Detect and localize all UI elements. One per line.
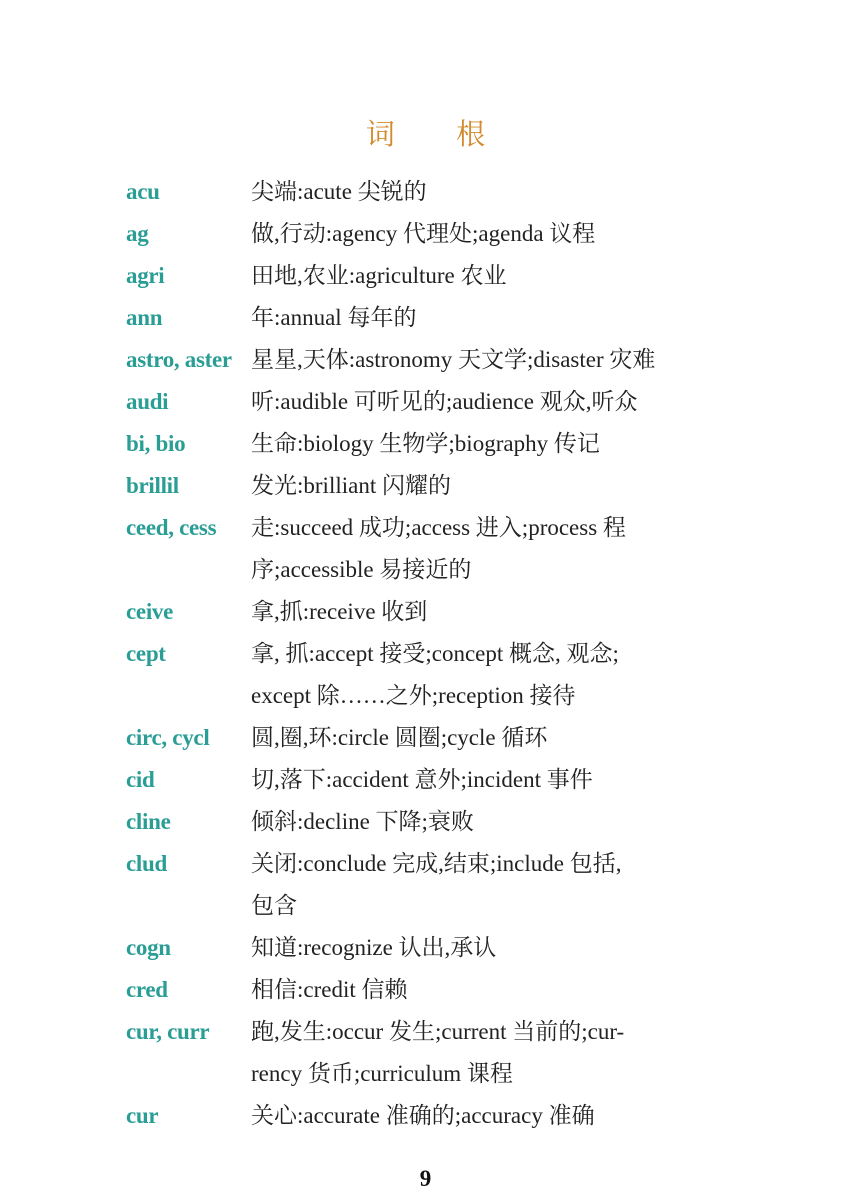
word-root: cur, curr [126,1019,210,1044]
meaning-line: rency 货币;curriculum 课程 [251,1061,513,1086]
root-meaning [251,927,746,969]
meaning-line: 切,落下:accident 意外;incident 事件 [251,767,593,792]
root-meaning [251,297,746,339]
list-item [126,843,746,927]
list-item [126,255,746,297]
list-item [126,423,746,465]
list-item [126,213,746,255]
list-item [126,969,746,1011]
meaning-line: 拿, 抓:accept 接受;concept 概念, 观念; [251,641,619,666]
word-root-list [126,171,746,1137]
page-number: 9 [419,1166,432,1191]
meaning-line: 生命:biology 生物学;biography 传记 [251,431,600,456]
meaning-line: 序;accessible 易接近的 [251,557,472,582]
root-meaning [251,843,746,927]
root-meaning [251,339,746,381]
word-root: cept [126,641,166,666]
root-meaning [251,255,746,297]
page-title: 词 根 [365,117,512,151]
root-meaning [251,759,746,801]
meaning-line: 拿,抓:receive 收到 [251,599,428,624]
list-item [126,927,746,969]
word-root: circ, cycl [126,725,210,750]
word-root: cred [126,977,168,1002]
root-meaning [251,507,746,591]
meaning-line: 包含 [251,893,297,918]
list-item [126,801,746,843]
meaning-line: 关闭:conclude 完成,结束;include 包括, [251,851,622,876]
list-item [126,507,746,591]
root-meaning [251,171,746,213]
meaning-line: 关心:accurate 准确的;accuracy 准确 [251,1103,595,1128]
list-item [126,381,746,423]
meaning-line: 倾斜:decline 下降;衰败 [251,809,474,834]
word-root: cogn [126,935,171,960]
meaning-line: 年:annual 每年的 [251,305,417,330]
list-item [126,1011,746,1095]
root-meaning [251,717,746,759]
root-meaning [251,1095,746,1137]
meaning-line: 圆,圈,环:circle 圆圈;cycle 循环 [251,725,548,750]
word-root: ceed, cess [126,515,217,540]
meaning-line: 跑,发生:occur 发生;current 当前的;cur- [251,1019,625,1044]
list-item [126,1095,746,1137]
meaning-line: 听:audible 可听见的;audience 观众,听众 [251,389,638,414]
word-root: ceive [126,599,174,624]
list-item [126,717,746,759]
meaning-line: 尖端:acute 尖锐的 [251,179,427,204]
root-meaning [251,801,746,843]
word-root: astro, aster [126,347,232,372]
meaning-line: 发光:brilliant 闪耀的 [251,473,451,498]
root-meaning [251,1011,746,1095]
word-root: clud [126,851,167,876]
word-root: acu [126,179,160,204]
root-meaning [251,969,746,1011]
meaning-line: 相信:credit 信赖 [251,977,408,1002]
word-root: brillil [126,473,179,498]
word-root: cline [126,809,171,834]
root-meaning [251,465,746,507]
word-root: cur [126,1103,159,1128]
list-item [126,339,746,381]
root-meaning [251,591,746,633]
word-root: agri [126,263,165,288]
meaning-line: 做,行动:agency 代理处;agenda 议程 [251,221,596,246]
root-meaning [251,213,746,255]
list-item [126,465,746,507]
word-root: ag [126,221,149,246]
list-item [126,171,746,213]
word-root: audi [126,389,169,414]
list-item [126,759,746,801]
root-meaning [251,381,746,423]
word-root: ann [126,305,163,330]
word-root: cid [126,767,155,792]
meaning-line: 知道:recognize 认出,承认 [251,935,497,960]
list-item [126,591,746,633]
meaning-line: 田地,农业:agriculture 农业 [251,263,507,288]
root-meaning [251,633,746,717]
root-meaning [251,423,746,465]
meaning-line: 走:succeed 成功;access 进入;process 程 [251,515,626,540]
word-root: bi, bio [126,431,186,456]
list-item [126,297,746,339]
list-item [126,633,746,717]
meaning-line: 星星,天体:astronomy 天文学;disaster 灾难 [251,347,656,372]
meaning-line: except 除……之外;reception 接待 [251,683,576,708]
